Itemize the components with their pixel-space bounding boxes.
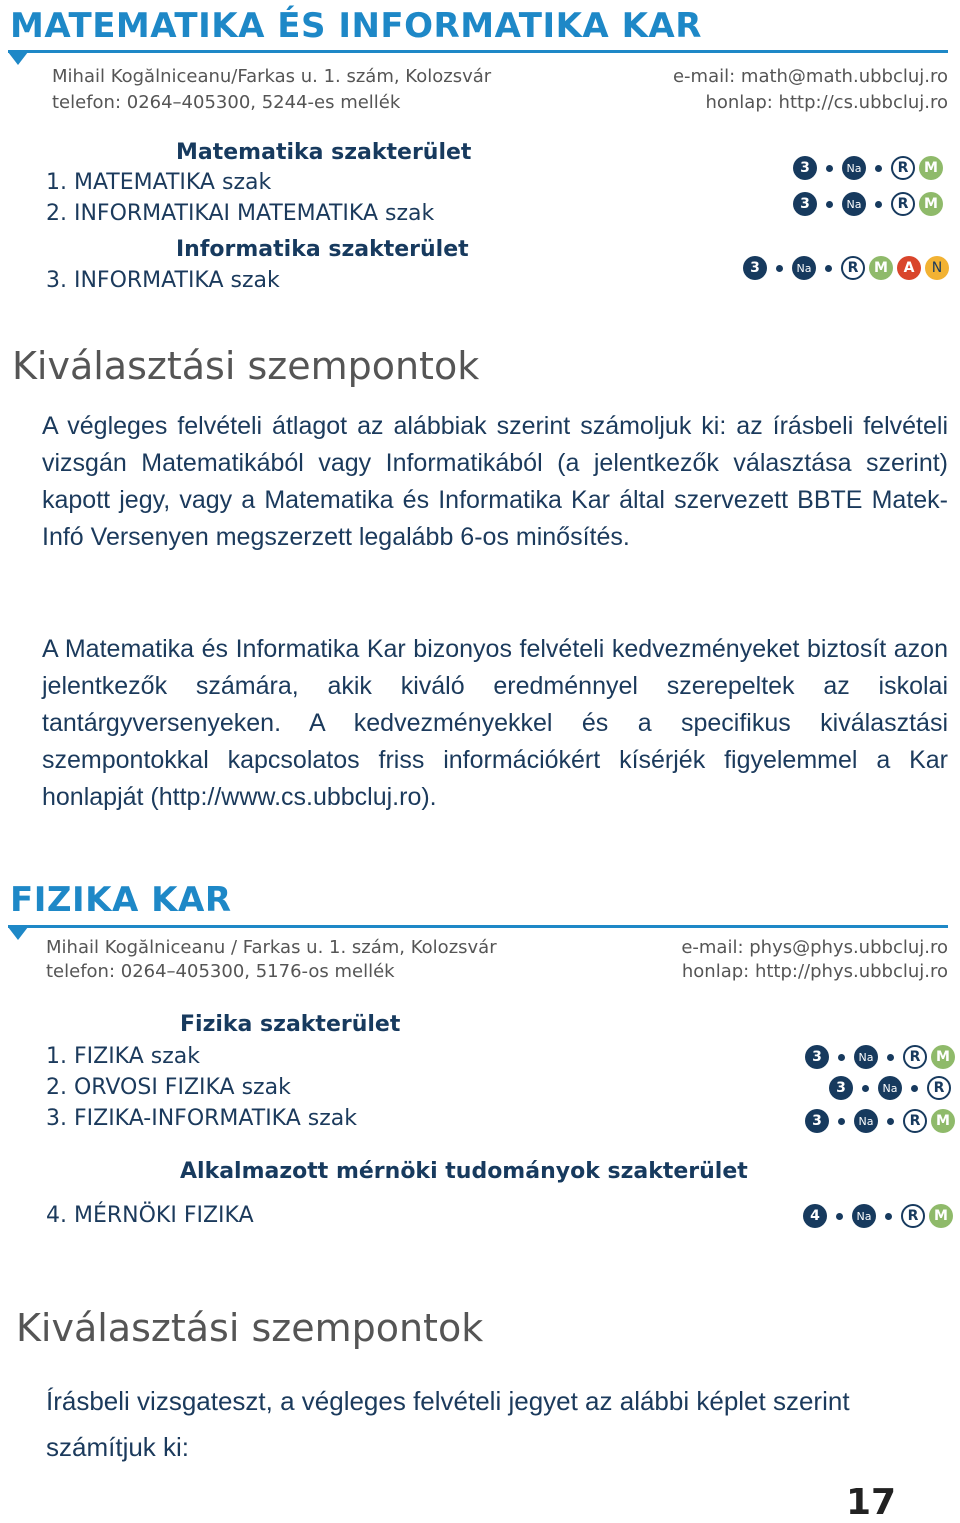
separator-dot [862, 1085, 869, 1092]
engineering-field-title: Alkalmazott mérnöki tudományok szakterület [180, 1159, 748, 1184]
physics-rule-marker [8, 927, 28, 940]
math-program-3: 3. INFORMATIKA szak [46, 268, 280, 293]
physics-phone: telefon: 0264–405300, 5176-os mellék [46, 961, 395, 982]
physics-criteria-paragraph: Írásbeli vizsgateszt, a végleges felvételi jegyet az alábbi képlet szerint számítjuk ki: [46, 1386, 850, 1462]
physics-address: Mihail Kogălniceanu / Farkas u. 1. szám, Kolozsvár [46, 937, 497, 958]
r-badge: R [903, 1045, 927, 1069]
level-badge: 3 [793, 192, 817, 216]
physics-badges-row-3 [805, 1109, 955, 1133]
level-badge: 3 [805, 1045, 829, 1069]
m-badge: M [931, 1109, 955, 1133]
m-badge: M [929, 1204, 953, 1228]
math-field-title: Matematika szakterület [176, 140, 472, 165]
math-program-2: 2. INFORMATIKAI MATEMATIKA szak [46, 201, 435, 226]
math-title-rule [8, 50, 948, 53]
level-badge: 4 [803, 1204, 827, 1228]
math-phone: telefon: 0264–405300, 5244-es mellék [52, 92, 401, 113]
separator-dot [826, 165, 833, 172]
separator-dot [836, 1213, 843, 1220]
r-badge: R [901, 1204, 925, 1228]
separator-dot [838, 1054, 845, 1061]
physics-program-1: 1. FIZIKA szak [46, 1044, 200, 1069]
separator-dot [887, 1118, 894, 1125]
a-badge: A [897, 256, 921, 280]
separator-dot [875, 201, 882, 208]
physics-faculty-title: FIZIKA KAR [10, 880, 232, 920]
informatics-field-title: Informatika szakterület [176, 237, 469, 262]
page-number: 17 [846, 1482, 897, 1523]
separator-dot [838, 1118, 845, 1125]
na-badge: Na [854, 1109, 878, 1133]
physics-criteria-title: Kiválasztási szempontok [16, 1306, 484, 1350]
separator-dot [776, 265, 783, 272]
math-criteria-paragraph-1: A végleges felvételi átlagot az alábbiak szerint számoljuk ki: az írásbeli felvételi vizsgán Matematikából vagy Informatikából (a jelentkezők választása szerint) kapott jegy, vagy a Matematika és Informatika Kar által szervezett BBTE Matek-Infó Versenyen megszerzett legalább 6-os minősítés. [42, 412, 948, 551]
physics-program-2: 2. ORVOSI FIZIKA szak [46, 1075, 291, 1100]
separator-dot [885, 1213, 892, 1220]
m-badge: M [919, 156, 943, 180]
na-badge: Na [878, 1076, 902, 1100]
na-badge: Na [852, 1204, 876, 1228]
math-rule-marker [8, 52, 28, 65]
m-badge: M [869, 256, 893, 280]
math-homepage[interactable]: honlap: http://cs.ubbcluj.ro [705, 92, 948, 113]
level-badge: 3 [805, 1109, 829, 1133]
physics-badges-row-1 [805, 1045, 955, 1069]
separator-dot [887, 1054, 894, 1061]
na-badge: Na [842, 156, 866, 180]
r-badge: R [891, 156, 915, 180]
r-badge: R [841, 256, 865, 280]
separator-dot [875, 165, 882, 172]
na-badge: Na [854, 1045, 878, 1069]
math-email[interactable]: e-mail: math@math.ubbcluj.ro [672, 66, 948, 87]
physics-program-3: 3. FIZIKA-INFORMATIKA szak [46, 1106, 357, 1131]
level-badge: 3 [793, 156, 817, 180]
physics-homepage[interactable]: honlap: http://phys.ubbcluj.ro [681, 961, 948, 982]
separator-dot [825, 265, 832, 272]
na-badge: Na [792, 256, 816, 280]
math-faculty-title: MATEMATIKA ÉS INFORMATIKA KAR [10, 6, 702, 46]
level-badge: 3 [829, 1076, 853, 1100]
na-badge: Na [842, 192, 866, 216]
n-badge: N [925, 256, 949, 280]
physics-badges-row-2 [829, 1076, 951, 1100]
math-badges-row-2 [793, 192, 943, 216]
r-badge: R [891, 192, 915, 216]
m-badge: M [919, 192, 943, 216]
physics-field-title: Fizika szakterület [180, 1012, 401, 1037]
r-badge: R [903, 1109, 927, 1133]
math-address: Mihail Kogălniceanu/Farkas u. 1. szám, Kolozsvár [52, 66, 492, 87]
math-program-1: 1. MATEMATIKA szak [46, 170, 272, 195]
math-badges-row-1 [793, 156, 943, 180]
math-criteria-title: Kiválasztási szempontok [12, 344, 480, 388]
separator-dot [911, 1085, 918, 1092]
physics-program-4: 4. MÉRNÖKI FIZIKA [46, 1203, 254, 1228]
physics-title-rule [8, 925, 948, 928]
r-badge: R [927, 1076, 951, 1100]
m-badge: M [931, 1045, 955, 1069]
separator-dot [826, 201, 833, 208]
math-criteria-paragraph-2: A Matematika és Informatika Kar bizonyos felvételi kedvezményeket biztosít azon jelentkezők számára, akik kiváló eredménnyel szerepeltek az iskolai tantárgyversenyeken. A kedvezményekkel és a specifikus kiválasztási szempontokkal kapcsolatos friss információkért kísérjék figyelemmel a Kar honlapját (http://www.cs.ubbcluj.ro). [42, 635, 948, 811]
math-badges-row-3 [743, 256, 949, 280]
physics-badges-row-4 [803, 1204, 953, 1228]
level-badge: 3 [743, 256, 767, 280]
physics-email[interactable]: e-mail: phys@phys.ubbcluj.ro [681, 937, 948, 958]
